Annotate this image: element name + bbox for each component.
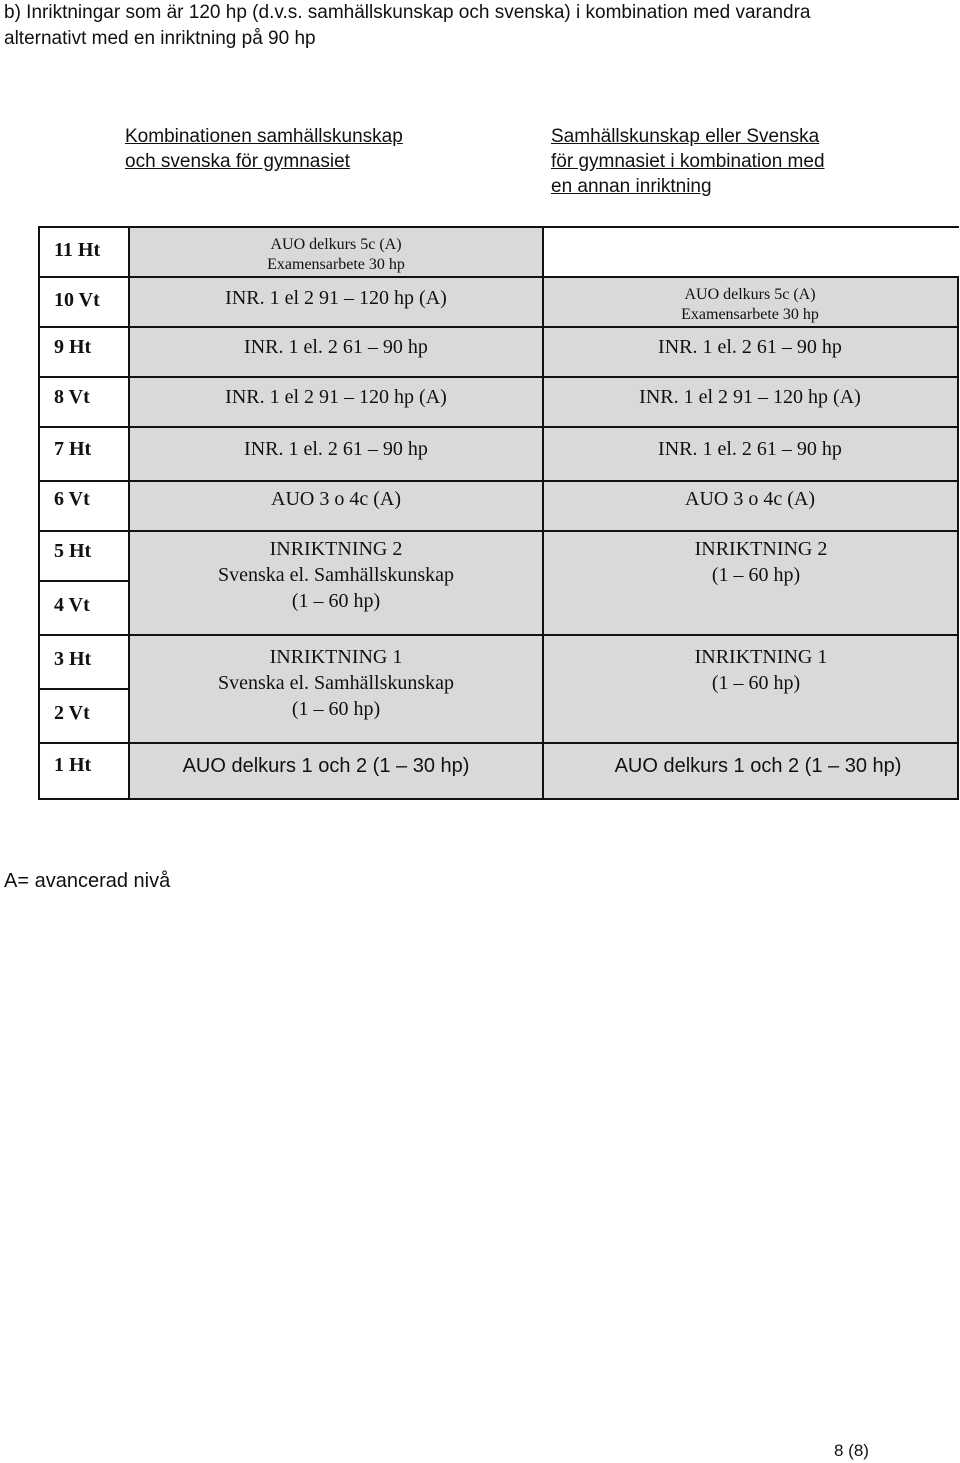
right-r9: INR. 1 el. 2 61 – 90 hp (658, 336, 842, 358)
right-r7: INR. 1 el. 2 61 – 90 hp (658, 438, 842, 460)
right-column-header (551, 124, 825, 199)
term-label: 7 Ht (54, 438, 92, 460)
left-r54-line-3: (1 – 60 hp) (291, 590, 381, 612)
right-r6: AUO 3 o 4c (A) (685, 488, 815, 510)
term-label: 8 Vt (54, 386, 90, 408)
right-r54-line-1: INRIKTNING 2 (694, 538, 828, 560)
left-r11-line-1: AUO delkurs 5c (A) (270, 236, 402, 253)
left-r11-line-2: Examensarbete 30 hp (267, 256, 405, 273)
right-r32-line-2: (1 – 60 hp) (711, 672, 801, 694)
right-r10-line-2: Examensarbete 30 hp (681, 306, 819, 323)
term-label: 1 Ht (54, 754, 92, 776)
term-label: 4 Vt (54, 594, 90, 616)
left-header-line-1: Kombinationen samhällskunskap (125, 126, 403, 147)
left-header-line-2: och svenska för gymnasiet (125, 151, 350, 172)
left-r1: AUO delkurs 1 och 2 (1 – 30 hp) (182, 755, 470, 777)
left-r6: AUO 3 o 4c (A) (271, 488, 401, 510)
left-r10: INR. 1 el 2 91 – 120 hp (A) (225, 287, 447, 309)
term-label: 3 Ht (54, 648, 92, 670)
left-r7: INR. 1 el. 2 61 – 90 hp (244, 438, 428, 460)
intro-text (4, 0, 810, 52)
left-r8: INR. 1 el 2 91 – 120 hp (A) (225, 386, 447, 408)
right-r54-line-2: (1 – 60 hp) (711, 564, 801, 586)
right-r8: INR. 1 el 2 91 – 120 hp (A) (639, 386, 861, 408)
right-header-line-1: Samhällskunskap eller Svenska (551, 126, 820, 147)
left-r54-line-1: INRIKTNING 2 (269, 538, 403, 560)
intro-line-1: b) Inriktningar som är 120 hp (d.v.s. samhällskunskap och svenska) i kombination med varandra (4, 2, 811, 23)
term-label: 5 Ht (54, 540, 92, 562)
intro-line-2: alternativt med en inriktning på 90 hp (4, 28, 316, 49)
left-r32-line-1: INRIKTNING 1 (269, 646, 403, 668)
right-r10-line-1: AUO delkurs 5c (A) (684, 286, 816, 303)
right-r32-line-1: INRIKTNING 1 (694, 646, 828, 668)
right-cell-r11-empty (544, 228, 959, 276)
left-r32-line-2: Svenska el. Samhällskunskap (217, 672, 455, 694)
left-r9: INR. 1 el. 2 61 – 90 hp (244, 336, 428, 358)
right-r1: AUO delkurs 1 och 2 (1 – 30 hp) (614, 755, 902, 777)
right-header-line-2: för gymnasiet i kombination med (551, 151, 825, 172)
term-label: 2 Vt (54, 702, 90, 724)
left-column-header (125, 124, 403, 174)
footnote: A= avancerad nivå (4, 870, 171, 892)
right-header-line-3: en annan inriktning (551, 176, 712, 197)
left-r54-line-2: Svenska el. Samhällskunskap (217, 564, 455, 586)
left-r32-line-3: (1 – 60 hp) (291, 698, 381, 720)
term-label: 10 Vt (54, 289, 100, 311)
course-schedule-table (38, 226, 959, 800)
page-number: 8 (8) (834, 1441, 869, 1460)
term-label: 9 Ht (54, 336, 92, 358)
term-label: 6 Vt (54, 488, 90, 510)
term-label: 11 Ht (54, 239, 101, 261)
